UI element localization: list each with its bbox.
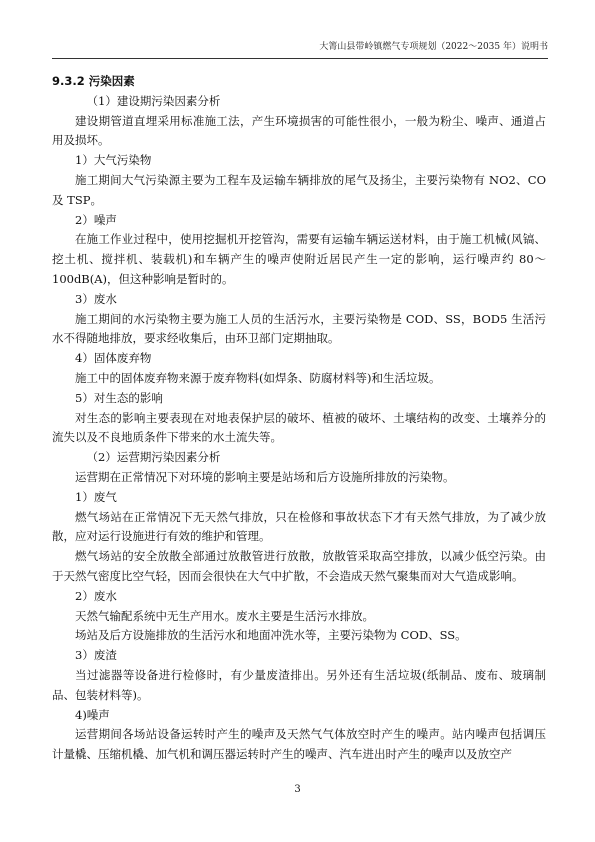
item-heading: 4)噪声	[75, 707, 110, 722]
paragraph: 燃气场站的安全放散全部通过放散管进行放散，放散管采取高空排放，以减少低空污染。由于天然气密度比空气轻，因而会很快在大气中扩散，不会造成天然气聚集而对大气造成影响。	[52, 549, 546, 583]
paragraph: 在施工作业过程中，使用挖掘机开挖管沟，需要有运输车辆运送材料，由于施工机械(风镐、挖土机、搅拌机、装载机)和车辆产生的噪声使附近居民产生一定的影响，运行噪声约 80～100dB(A)，但这种影响是暂时的。	[52, 232, 546, 286]
item-heading: 1）大气污染物	[75, 153, 152, 168]
item-heading: 2）废水	[75, 588, 117, 603]
item-heading: 2）噪声	[75, 212, 117, 227]
paragraph: 当过滤器等设备进行检修时，有少量废渣排出。另外还有生活垃圾(纸制品、废布、玻璃制品、包装材料等)。	[52, 667, 546, 702]
paragraph: 运营期间各场站设备运转时产生的噪声及天然气气体放空时产生的噪声。站内噪声包括调压计量橇、压缩机橇、加气机和调压器运转时产生的噪声、汽车进出时产生的噪声以及放空产	[52, 727, 546, 762]
paragraph: 施工期间的水污染物主要为施工人员的生活污水，主要污染物是 COD、SS，BOD5 生活污水不得随地排放，要求经收集后，由环卫部门定期抽取。	[52, 311, 546, 346]
item-heading: 3）废水	[75, 291, 117, 306]
subsection-heading: （1）建设期污染因素分析	[86, 93, 221, 108]
paragraph: 施工期间大气污染源主要为工程车及运输车辆排放的尾气及扬尘，主要污染物有 NO2、CO 及 TSP。	[52, 172, 546, 207]
paragraph: 燃气场站在正常情况下无天然气排放，只在检修和事故状态下才有天然气排放，为了减少放散，应对运行设施进行有效的维护和管理。	[52, 509, 546, 544]
paragraph: 天然气输配系统中无生产用水。废水主要是生活污水排放。	[75, 608, 374, 623]
subsection-heading: （2）运营期污染因素分析	[86, 450, 221, 465]
paragraph: 运营期在正常情况下对环境的影响主要是站场和后方设施所排放的污染物。	[75, 469, 455, 484]
header-title: 大箐山县带岭镇燃气专项规划（2022～2035 年）说明书	[319, 42, 548, 52]
paragraph: 场站及后方设施排放的生活污水和地面冲洗水等，主要污染物为 COD、SS。	[75, 628, 467, 643]
paragraph: 施工中的固体废弃物来源于废弃物料(如焊条、防腐材料等)和生活垃圾。	[75, 370, 441, 385]
section-title: 9.3.2 污染因素	[52, 74, 135, 88]
item-heading: 5）对生态的影响	[75, 390, 163, 405]
page-number: 3	[294, 784, 301, 795]
item-heading: 3）废渣	[75, 648, 117, 663]
item-heading: 1）废气	[75, 489, 117, 504]
paragraph: 对生态的影响主要表现在对地表保护层的破坏、植被的破坏、土壤结构的改变、土壤养分的流失以及不良地质条件下带来的水土流失等。	[52, 410, 546, 445]
body-content	[52, 72, 546, 765]
paragraph: 建设期管道直埋采用标准施工法，产生环境损害的可能性很小，一般为粉尘、噪声、通道占用及损坏。	[52, 113, 546, 148]
page-header	[52, 40, 548, 59]
item-heading: 4）固体废弃物	[75, 351, 152, 366]
